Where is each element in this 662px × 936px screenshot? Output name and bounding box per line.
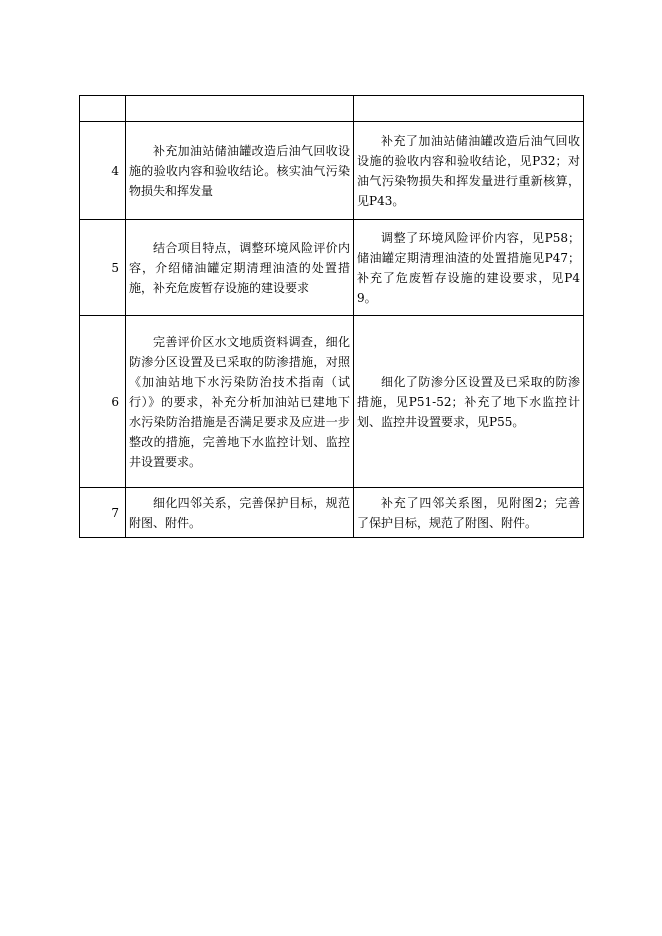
issue-cell bbox=[126, 122, 354, 220]
response-text: 细化了防渗分区设置及已采取的防渗措施，见P51-52；补充了地下水监控计划、监控井设置要求，见P55。 bbox=[357, 374, 580, 429]
issue-cell bbox=[126, 220, 354, 316]
table-header-row bbox=[80, 96, 584, 122]
response-cell bbox=[354, 220, 584, 316]
response-text: 补充了四邻关系图，见附图2；完善了保护目标，规范了附图、附件。 bbox=[357, 495, 580, 530]
table-row bbox=[80, 122, 584, 220]
response-text: 调整了环境风险评价内容，见P58；储油罐定期清理油渣的处置措施见P47；补充了危废暂存设施的建设要求，见P49。 bbox=[357, 230, 580, 305]
issue-text: 完善评价区水文地质资料调查，细化防渗分区设置及已采取的防渗措施，对照《加油站地下水污染防治技术指南（试行）》的要求，补充分析加油站已建地下水污染防治措施是否满足要求及应进一步整改的措施，完善地下水监控计划、监控井设置要求。 bbox=[129, 334, 350, 469]
issue-text: 补充加油站储油罐改造后油气回收设施的验收内容和验收结论。核实油气污染物损失和挥发量 bbox=[129, 143, 350, 198]
header-cell-no bbox=[80, 96, 126, 122]
row-number: 4 bbox=[80, 122, 126, 220]
response-cell bbox=[354, 488, 584, 538]
review-response-table bbox=[79, 95, 584, 538]
issue-cell bbox=[126, 316, 354, 488]
issue-cell bbox=[126, 488, 354, 538]
response-text: 补充了加油站储油罐改造后油气回收设施的验收内容和验收结论，见P32；对油气污染物损失和挥发量进行重新核算，见P43。 bbox=[357, 133, 580, 208]
header-cell-issue bbox=[126, 96, 354, 122]
row-number: 6 bbox=[80, 316, 126, 488]
row-number: 5 bbox=[80, 220, 126, 316]
table-row bbox=[80, 488, 584, 538]
table-row bbox=[80, 220, 584, 316]
header-cell-response bbox=[354, 96, 584, 122]
table-row bbox=[80, 316, 584, 488]
response-cell bbox=[354, 122, 584, 220]
row-number: 7 bbox=[80, 488, 126, 538]
issue-text: 结合项目特点，调整环境风险评价内容，介绍储油罐定期清理油渣的处置措施，补充危废暂存设施的建设要求 bbox=[129, 240, 350, 295]
response-cell bbox=[354, 316, 584, 488]
issue-text: 细化四邻关系，完善保护目标，规范附图、附件。 bbox=[129, 495, 350, 530]
